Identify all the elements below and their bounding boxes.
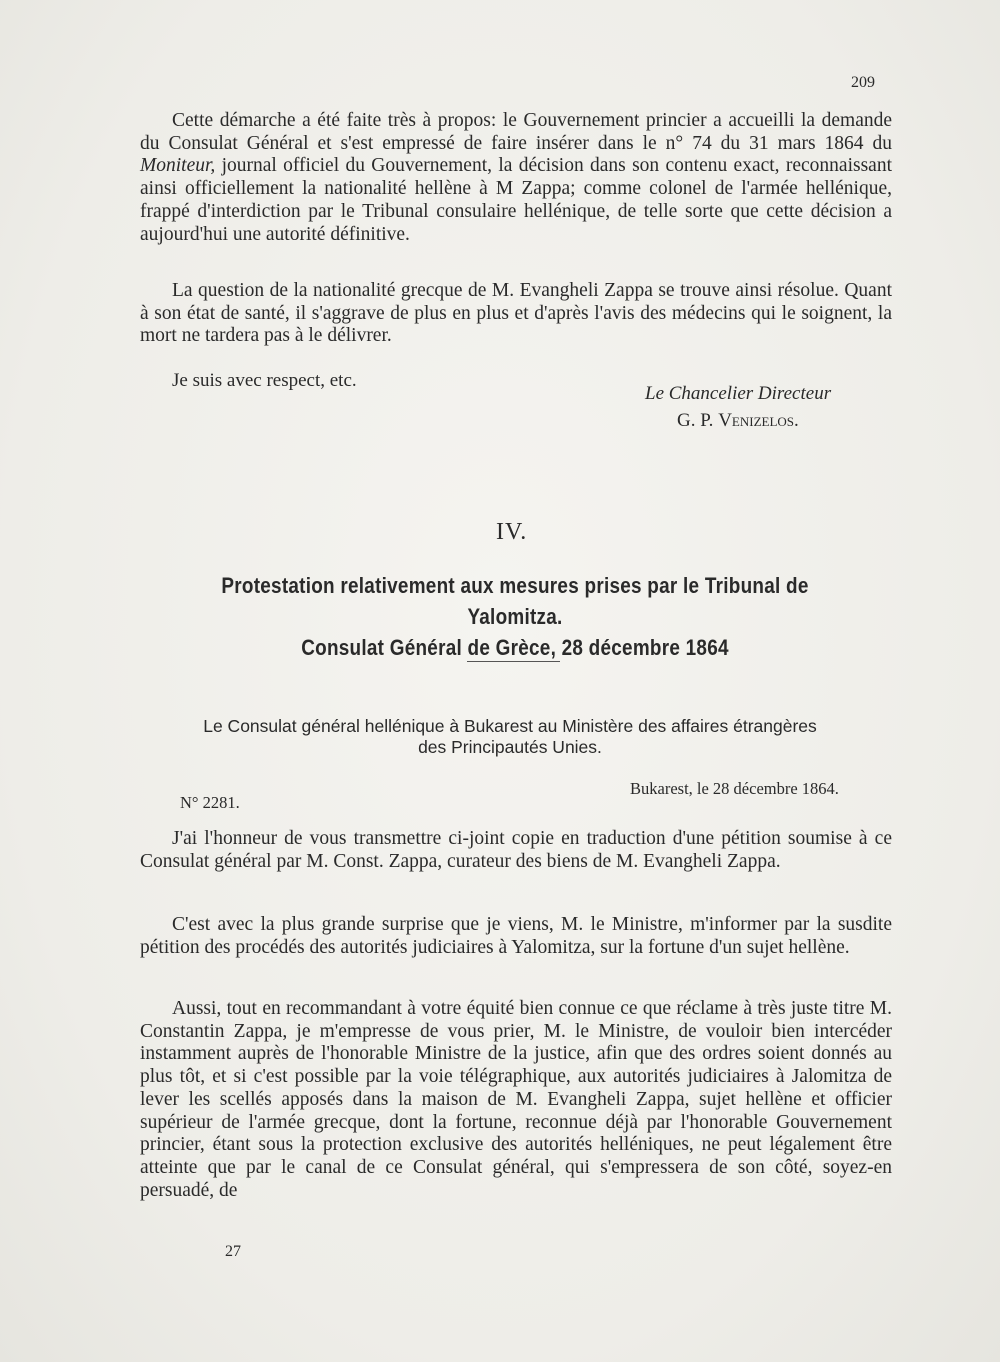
heading-line-1: Protestation relativement aux mesures prises par le Tribunal de Yalomitza. <box>221 573 809 629</box>
section-heading <box>175 570 854 663</box>
address-line-2: des Principautés Unies. <box>418 737 602 757</box>
divider-rule <box>467 661 560 662</box>
letter-paragraph-2: C'est avec la plus grande surprise que je viens, M. le Ministre, m'informer par la susdite pétition des procédés des autorités judiciaires à Yalomitza, sur la fortune d'un sujet hellène. <box>140 914 892 958</box>
page-number: 209 <box>851 74 875 91</box>
signatory-name <box>677 410 799 432</box>
heading-line-2: Consulat Général de Grèce, 28 décembre 1864 <box>301 635 729 660</box>
signature-mark: 27 <box>225 1243 241 1260</box>
letter-address <box>160 716 860 758</box>
section-number: IV. <box>496 519 528 545</box>
document-date: Bukarest, le 28 décembre 1864. <box>630 779 839 798</box>
paragraph-nationalite: La question de la nationalité grecque de M. Evangheli Zappa se trouve ainsi résolue. Quant à son état de santé, il s'aggrave de plus en plus et d'après l'avis des médecins qui le soignent, la mort ne tardera pas à le délivrer. <box>140 280 892 347</box>
paragraph-demarche <box>140 110 892 246</box>
document-number: N° 2281. <box>180 793 240 812</box>
letter-paragraph-1: J'ai l'honneur de vous transmettre ci-joint copie en traduction d'une pétition soumise à ce Consulat général par M. Const. Zappa, curateur des biens de M. Evangheli Zappa. <box>140 828 892 872</box>
paragraph-demarche-text-b: journal officiel du Gouvernement, la décision dans son contenu exact, reconnaissant ainsi officiellement la nationalité hellène à M Zappa; comme colonel de l'armée hellénique, frappé d'interdiction par le Tribunal consulaire hellénique, de telle sorte que cette décision a aujourd'hui une autorité définitive. <box>140 155 892 245</box>
closing-formula: Je suis avec respect, etc. <box>172 370 357 391</box>
signatory-surname: Venizelos. <box>718 410 799 431</box>
letter-paragraph-3: Aussi, tout en recommandant à votre équité bien connue ce que réclame à très juste titre M. Constantin Zappa, je m'empresse de vous prier, M. le Ministre, de vouloir bien intercéder instamment auprès de l'honorable Ministre de la justice, afin que des ordres soient donnés au plus tôt, et si c'est possible par la voie télégraphique, aux autorités judiciaires à Jalomitza de lever les scellés apposés dans la maison de M. Evangheli Zappa, sujet hellène et officier supérieur de l'armée grecque, dont la fortune, reconnue déjà par l'honorable Gouvernement princier, étant sous la protection exclusive des autorités helléniques, ne peut légalement être atteinte que par le canal de ce Consulat général, qui s'empressera de son côté, soyez-en persuadé, de <box>140 998 892 1201</box>
paragraph-demarche-text-a: Cette démarche a été faite très à propos: le Gouvernement princier a accueilli la demande du Consulat Général et s'est empressé de faire insérer dans le n° 74 du 31 mars 1864 du <box>140 110 892 154</box>
moniteur-title: Moniteur, <box>140 155 216 177</box>
signatory-initials: G. P. <box>677 410 719 431</box>
address-line-1: Le Consulat général hellénique à Bukarest au Ministère des affaires étrangères <box>203 716 817 736</box>
signatory-title: Le Chancelier Directeur <box>645 383 832 404</box>
